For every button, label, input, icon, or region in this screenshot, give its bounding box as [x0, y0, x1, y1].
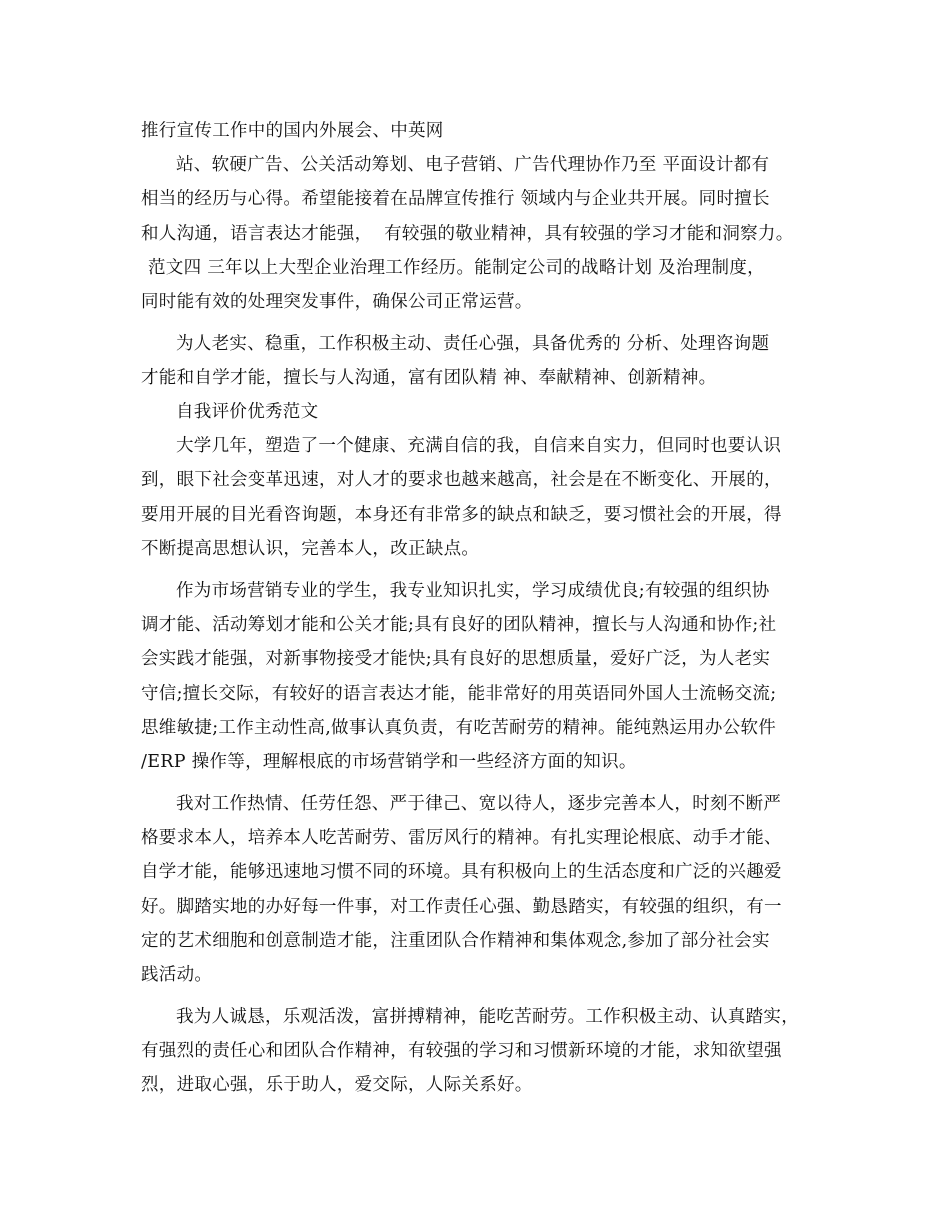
text-line: 相当的经历与心得。希望能接着在品牌宣传推行 领域内与企业共开展。同时擅长	[141, 189, 770, 209]
text-line: /ERP 操作等，理解根底的市场营销学和一些经济方面的知识。	[141, 752, 637, 772]
text-line: 守信;擅长交际，有较好的语言表达才能，能非常好的用英语同外国人士流畅交流;	[141, 684, 777, 704]
text-line: 自学才能，能够迅速地习惯不同的环境。具有积极向上的生活态度和广泛的兴趣爱	[141, 862, 782, 882]
text-line: 有强烈的责任心和团队合作精神，有较强的学习和习惯新环境的才能，求知欲望强	[141, 1041, 782, 1061]
text-line: 不断提高思想认识，完善本人，改正缺点。	[141, 539, 480, 559]
text-line: 范文四 三年以上大型企业治理工作经历。能制定公司的战略计划 及治理制度，	[148, 258, 765, 278]
text-line: 践活动。	[141, 965, 213, 985]
text-line: 我对工作热情、任劳任怨、严于律己、宽以待人，逐步完善本人，时刻不断严	[176, 794, 782, 814]
text-line: 会实践才能强，对新事物接受才能快;具有良好的思想质量，爱好广泛，为人老实	[141, 649, 771, 669]
section-heading: 自我评价优秀范文	[176, 402, 319, 422]
text-line: 好。脚踏实地的办好每一件事，对工作责任心强、勤恳踏实，有较强的组织，有一	[141, 897, 782, 917]
text-line: 作为市场营销专业的学生，我专业知识扎实，学习成绩优良;有较强的组织协	[176, 581, 770, 601]
text-line: 我为人诚恳，乐观活泼，富拼搏精神，能吃苦耐劳。工作积极主动、认真踏实，	[176, 1007, 799, 1027]
text-line: 才能和自学才能，擅长与人沟通，富有团队精 神、奉献精神、创新精神。	[141, 368, 717, 388]
text-line: 到，眼下社会变革迅速，对人才的要求也越来越高，社会是在不断变化、开展的，	[141, 470, 782, 490]
text-line: 定的艺术细胞和创意制造才能，注重团队合作精神和集体观念,参加了部分社会实	[141, 931, 770, 951]
text-line: 推行宣传工作中的国内外展会、中英网	[141, 121, 444, 141]
text-line: 思维敏捷;工作主动性高,做事认真负责，有吃苦耐劳的精神。能纯熟运用办公软件	[141, 718, 777, 738]
text-line: 站、软硬广告、公关活动筹划、电子营销、广告代理协作乃至 平面设计都有	[176, 155, 770, 175]
text-line: 为人老实、稳重，工作积极主动、责任心强，具备优秀的 分析、处理咨询题	[176, 334, 770, 354]
text-line: 大学几年，塑造了一个健康、充满自信的我，自信来自实力，但同时也要认识	[176, 436, 782, 456]
text-line: 和人沟通，语言表达才能强， 有较强的敬业精神，具有较强的学习才能和洞察力。	[141, 224, 794, 244]
text-line: 同时能有效的处理突发事件，确保公司正常运营。	[141, 292, 533, 312]
text-line: 调才能、活动筹划才能和公关才能;具有良好的团队精神，擅长与人沟通和协作;社	[141, 615, 777, 635]
text-line: 烈，进取心强，乐于助人，爱交际，人际关系好。	[141, 1075, 533, 1095]
text-line: 格要求本人，培养本人吃苦耐劳、雷厉风行的精神。有扎实理论根底、动手才能、	[141, 828, 782, 848]
text-line: 要用开展的目光看咨询题，本身还有非常多的缺点和缺乏，要习惯社会的开展，得	[141, 505, 782, 525]
